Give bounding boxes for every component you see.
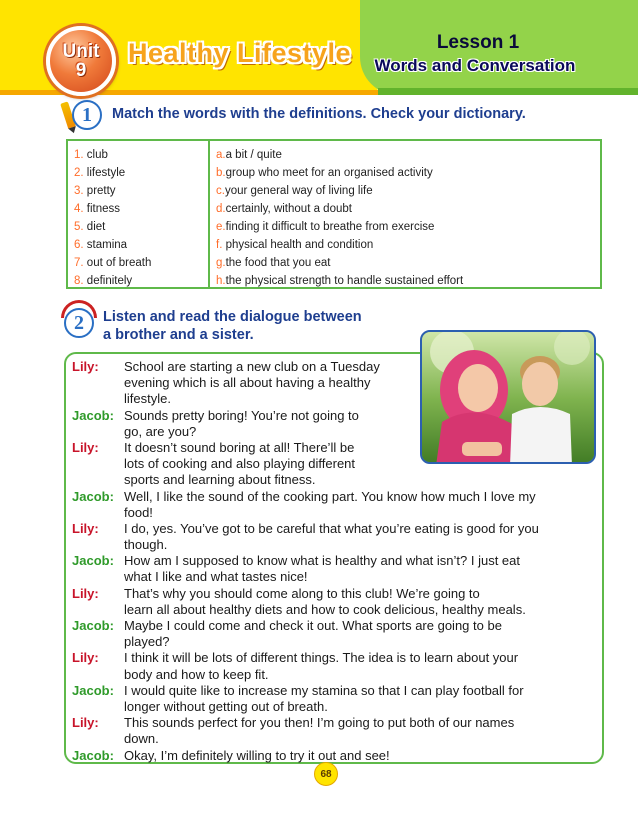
word-number: 2. (74, 167, 84, 179)
definition-letter: e. (216, 221, 226, 233)
dialogue-text: I do, yes. You’ve got to be careful that what you’re eating is good for you (124, 520, 539, 536)
word-text: definitely (86, 275, 133, 287)
word-number: 6. (74, 239, 84, 251)
speaker-name: Lily: (72, 650, 99, 666)
unit-title: Healthy Lifestyle (128, 38, 352, 68)
word-text: out of breath (86, 257, 152, 269)
dialogue-text: Okay, I’m definitely willing to try it out and see! (124, 747, 390, 763)
word-number: 3. (74, 185, 84, 197)
dialogue-text: food! (124, 504, 153, 520)
dialogue-text: what I like and what tastes nice! (124, 569, 308, 585)
dialogue-text: sports and learning about fitness. (124, 472, 316, 488)
definition-letter: g. (216, 257, 226, 269)
word-item (74, 200, 151, 218)
speaker-name: Jacob: (72, 407, 114, 423)
page-number: 68 (314, 762, 338, 786)
dialogue-text: That’s why you should come along to this club! We’re going to (124, 585, 480, 601)
match-table-divider (208, 141, 210, 287)
dialogue-text: go, are you? (124, 423, 197, 439)
definition-letter: f. (216, 239, 223, 251)
dialogue-text: This sounds perfect for you then! I’m going to put both of our names (124, 715, 515, 731)
definition-letter: b. (216, 167, 226, 179)
word-number: 4. (74, 203, 84, 215)
words-column (74, 146, 151, 290)
section-2-instruction-line2: a brother and a sister. (103, 327, 254, 343)
dialogue-text: learn all about healthy diets and how to cook delicious, healthy meals. (124, 601, 526, 617)
dialogue-text: I think it will be lots of different things. The idea is to learn about your (124, 650, 519, 666)
dialogue-text: Sounds pretty boring! You’re not going to (124, 407, 359, 423)
word-number: 7. (74, 257, 84, 269)
definition-text: certainly, without a doubt (225, 203, 352, 215)
section-1-instruction: Match the words with the definitions. Check your dictionary. (112, 106, 526, 122)
speaker-name: Jacob: (72, 553, 114, 569)
dialogue-text: body and how to keep fit. (124, 666, 269, 682)
definition-letter: d. (216, 203, 226, 215)
word-item (74, 164, 151, 182)
dialogue-text: Well, I like the sound of the cooking part. You know how much I love my (124, 488, 536, 504)
children-photo (420, 330, 596, 464)
word-text: club (86, 149, 108, 161)
word-item (74, 236, 151, 254)
definition-text: the physical strength to handle sustained effort (225, 275, 464, 287)
word-item (74, 272, 151, 290)
dialogue-text: though. (124, 537, 168, 553)
word-text: stamina (86, 239, 128, 251)
definition-letter: h. (216, 275, 226, 287)
speaker-name: Jacob: (72, 618, 114, 633)
dialogue-text: How am I supposed to know what is healthy and what isn’t? I just eat (124, 553, 520, 569)
children-photo-illustration (422, 332, 596, 464)
unit-word: Unit (62, 41, 100, 62)
word-item (74, 146, 151, 164)
dialogue-text: played? (124, 634, 170, 650)
section-1-badge: 1 (72, 100, 102, 130)
word-number: 1. (74, 149, 84, 161)
header-green-strip (378, 88, 638, 95)
speaker-name: Lily: (72, 585, 99, 601)
definitions-column (216, 146, 463, 290)
word-text: fitness (86, 203, 121, 215)
dialogue-text: I would quite like to increase my stamina so that I can play football for (124, 682, 524, 698)
speaker-name: Jacob: (72, 682, 114, 698)
definition-item (216, 182, 463, 200)
section-2-instruction-line1: Listen and read the dialogue between (103, 309, 362, 325)
definition-item (216, 218, 463, 236)
speaker-name: Lily: (72, 359, 99, 374)
word-text: pretty (86, 185, 116, 197)
definition-item (216, 254, 463, 272)
dialogue-text: longer without getting out of breath. (124, 698, 328, 714)
match-table (66, 139, 602, 289)
word-item (74, 182, 151, 200)
dialogue-text: School are starting a new club on a Tuesday (124, 359, 380, 374)
definition-item (216, 200, 463, 218)
unit-badge (46, 26, 116, 96)
word-item (74, 218, 151, 236)
speaker-name: Lily: (72, 520, 99, 536)
definition-letter: c. (216, 185, 225, 197)
dialogue-text: evening which is all about having a healthy (124, 375, 371, 391)
dialogue-text: lots of cooking and also playing different (124, 456, 356, 472)
speaker-name: Jacob: (72, 747, 114, 763)
word-item (74, 254, 151, 272)
speaker-name: Lily: (72, 439, 99, 455)
definition-letter: a. (216, 149, 226, 161)
dialogue-text: lifestyle. (124, 391, 171, 407)
dialogue-text: down. (124, 731, 159, 747)
definition-item (216, 164, 463, 182)
definition-text: the food that you eat (225, 257, 331, 269)
word-text: diet (86, 221, 106, 233)
lesson-subtitle: Words and Conversation (374, 56, 576, 75)
speaker-name: Jacob: (72, 488, 114, 504)
word-number: 5. (74, 221, 84, 233)
dialogue-text: It doesn’t sound boring at all! There’ll be (124, 439, 355, 455)
word-number: 8. (74, 275, 84, 287)
definition-text: finding it difficult to breathe from exercise (225, 221, 435, 233)
definition-item (216, 272, 463, 290)
speaker-name: Lily: (72, 715, 99, 731)
dialogue-text: Maybe I could come and check it out. What sports are going to be (124, 618, 502, 633)
definition-item (216, 146, 463, 164)
word-text: lifestyle (86, 167, 126, 179)
section-2-badge: 2 (64, 308, 94, 338)
definition-text: group who meet for an organised activity (225, 167, 433, 179)
definition-text: a bit / quite (225, 149, 282, 161)
definition-item (216, 236, 463, 254)
definition-text: physical health and condition (222, 239, 374, 251)
lesson-number: Lesson 1 (436, 32, 520, 53)
definition-text: your general way of living life (224, 185, 373, 197)
unit-number: 9 (75, 60, 87, 81)
